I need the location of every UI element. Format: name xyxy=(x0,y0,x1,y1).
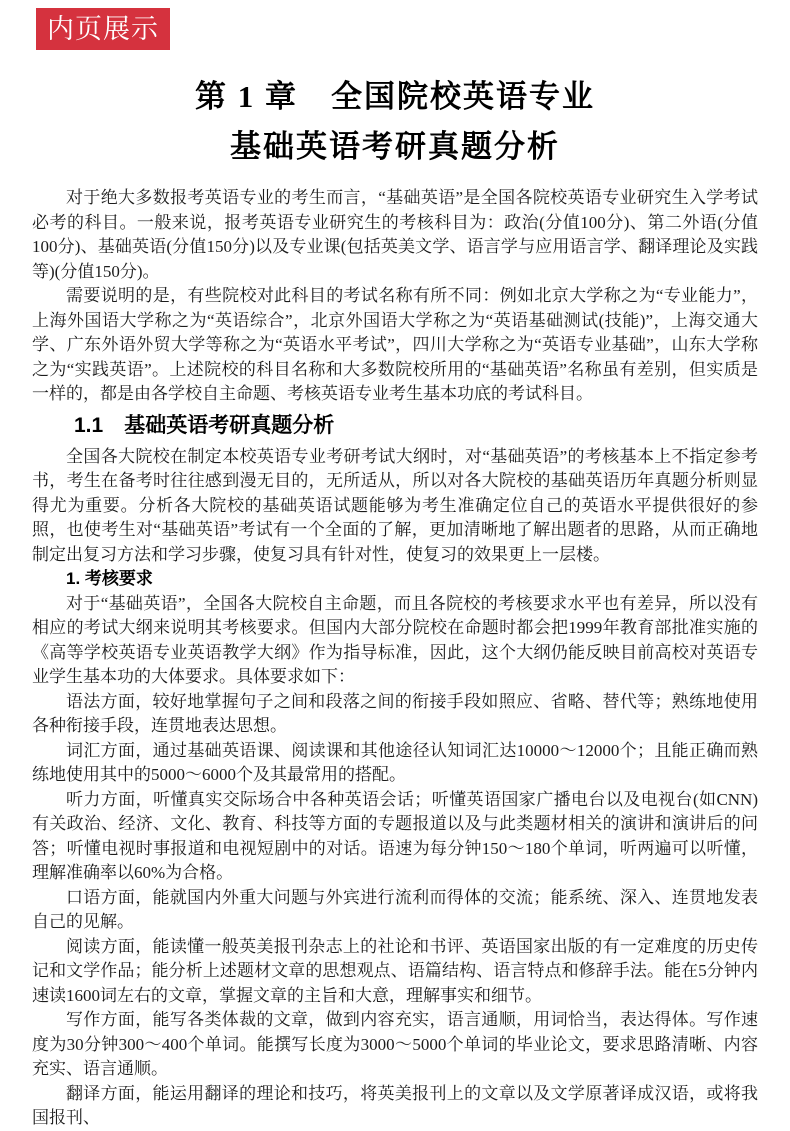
section-overview-paragraph: 全国各大院校在制定本校英语专业考研考试大纲时，对“基础英语”的考核基本上不指定参考书，考生在备考时往往感到漫无目的，无所适从，所以对各大院校的基础英语历年真题分析则显得尤为重要。分析各大院校的基础英语试题能够为考生准确定位自己的英语水平提供很好的参照，也使考生对“基础英语”考试有一个全面的了解，更加清晰地了解出题者的思路，从而正确地制定出复习方法和学习步骤，使复习具有针对性，使复习的效果更上一层楼。 xyxy=(32,446,758,564)
requirement-paragraph-listening: 听力方面，听懂真实交际场合中各种英语会话；听懂英语国家广播电台以及电视台(如CNN)有关政治、经济、文化、教育、科技等方面的专题报道以及与此类题材相关的演讲和演讲后的问答；听懂电视时事报道和电视短剧中的对话。语速为每分钟150～180个单词，听两遍可以听懂，理解准确率以60%为合格。 xyxy=(32,789,758,882)
intro-paragraph-1: 对于绝大多数报考英语专业的考生而言，“基础英语”是全国各院校英语专业研究生入学考试必考的科目。一般来说，报考英语专业研究生的考核科目为：政治(分值100分)、第二外语(分值100分)、基础英语(分值150分)以及专业课(包括英美文学、语言学与应用语言学、翻译理论及实践等)(分值150分)。 xyxy=(32,188,758,281)
requirement-paragraph-reading: 阅读方面，能读懂一般英美报刊杂志上的社论和书评、英语国家出版的有一定难度的历史传记和文学作品；能分析上述题材文章的思想观点、语篇结构、语言特点和修辞手法。能在5分钟内速读1600词左右的文章，掌握文章的主旨和大意，理解事实和细节。 xyxy=(32,936,758,1005)
requirement-paragraph-grammar: 语法方面，较好地掌握句子之间和段落之间的衔接手段如照应、省略、替代等；熟练地使用各种衔接手段，连贯地表达思想。 xyxy=(32,691,758,735)
chapter-title-line2: 基础英语考研真题分析 xyxy=(230,129,560,164)
requirement-paragraph-general: 对于“基础英语”，全国各大院校自主命题，而且各院校的考核要求水平也有差异，所以没有相应的考试大纲来说明其考核要求。但国内大部分院校在命题时都会把1999年教育部批准实施的《高等学校英语专业英语教学大纲》作为指导标准，因此，这个大纲仍能反映目前高校对英语专业学生基本功的大体要求。具体要求如下： xyxy=(32,593,758,686)
requirement-paragraph-translation: 翻译方面，能运用翻译的理论和技巧，将英美报刊上的文章以及文学原著译成汉语，或将我国报刊、 xyxy=(32,1083,758,1127)
subsection-heading-assessment-requirements: 1. 考核要求 xyxy=(66,569,153,588)
section-heading-1-1: 1.1 基础英语考研真题分析 xyxy=(74,413,335,437)
requirement-paragraph-vocabulary: 词汇方面，通过基础英语课、阅读课和其他途径认知词汇达10000～12000个；且能正确而熟练地使用其中的5000～6000个及其最常用的搭配。 xyxy=(32,740,758,784)
chapter-title-line1: 第 1 章 全国院校英语专业 xyxy=(195,79,595,114)
intro-paragraph-2: 需要说明的是，有些院校对此科目的考试名称有所不同：例如北京大学称之为“专业能力”，上海外国语大学称之为“英语综合”，北京外国语大学称之为“英语基础测试(技能)”，上海交通大学、广东外语外贸大学等称之为“英语水平考试”，四川大学称之为“英语专业基础”，山东大学称之为“实践英语”。上述院校的科目名称和大多数院校所用的“基础英语”名称虽有差别，但实质是一样的，都是由各学校自主命题、考核英语专业考生基本功底的考试科目。 xyxy=(32,286,758,403)
requirement-paragraph-writing: 写作方面，能写各类体裁的文章，做到内容充实，语言通顺，用词恰当，表达得体。写作速度为30分钟300～400个单词。能撰写长度为3000～5000个单词的毕业论文，要求思路清晰、内容充实、语言通顺。 xyxy=(32,1010,758,1078)
document-body xyxy=(32,186,758,1131)
requirement-paragraph-speaking: 口语方面，能就国内外重大问题与外宾进行流利而得体的交流；能系统、深入、连贯地发表自己的见解。 xyxy=(32,887,758,931)
page-label-badge: 内页展示 xyxy=(36,8,170,50)
